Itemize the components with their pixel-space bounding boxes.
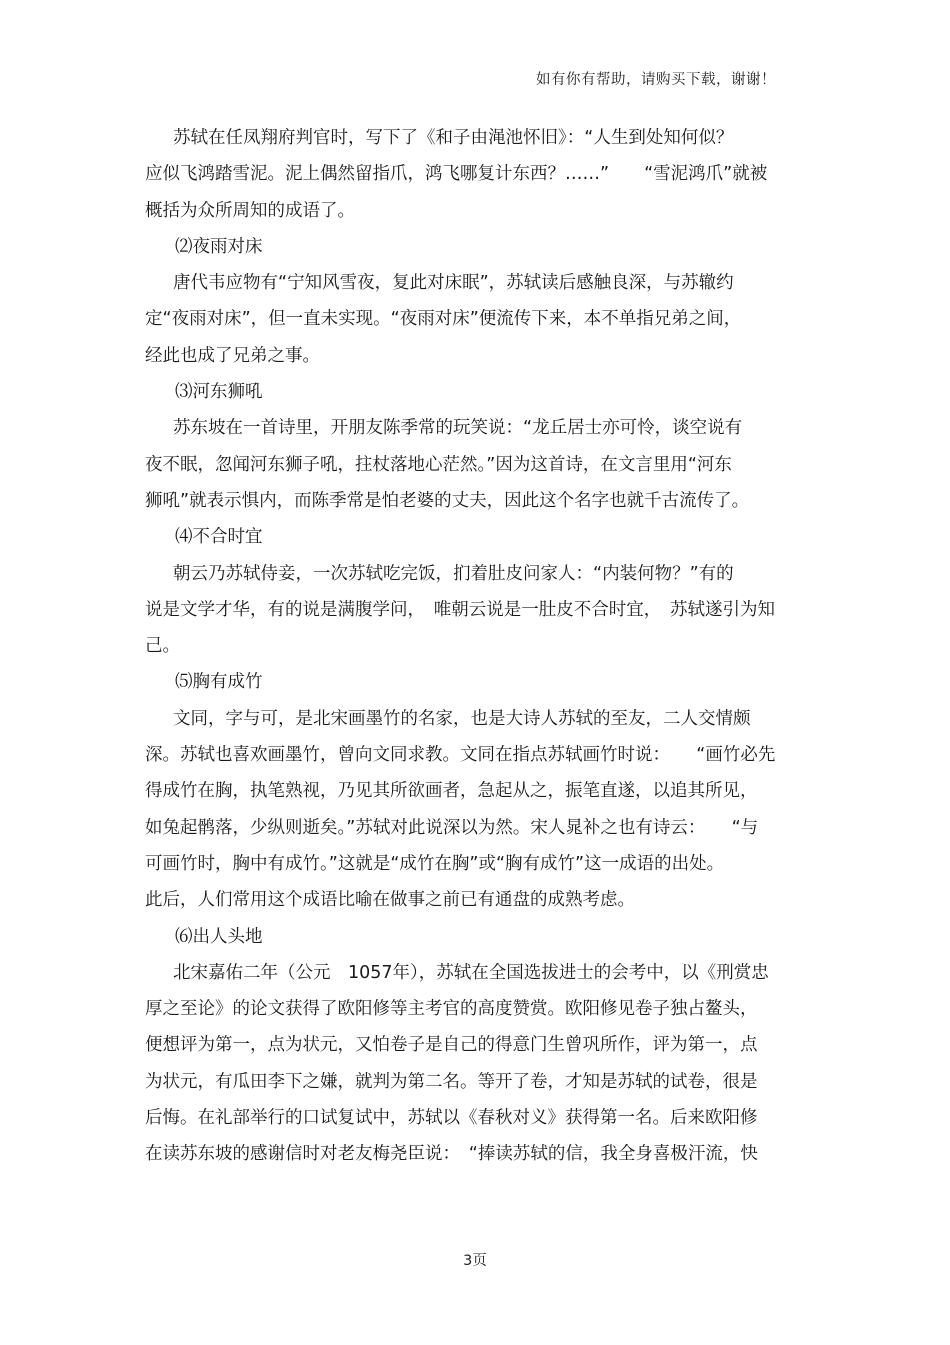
text-line: 朝云乃苏轼侍妾，一次苏轼吃完饭，扪着肚皮问家人：“内装何物？”有的 [173,563,734,584]
text-line: 苏轼在任凤翔府判官时，写下了《和子由渑池怀旧》：“人生到处知何似？ [173,128,734,148]
text-line: 可画竹时，胸中有成竹。”这就是“成竹在胸”或“胸有成竹”这一成语的出处。 [145,853,725,874]
document-body [145,120,807,1173]
section-heading: ⑵夜雨对床 [175,236,263,257]
text-line: 得成竹在胸，执笔熟视，乃见其所欲画者，急起从之，振笔直遂，以追其所见， [145,781,758,802]
text-line: 苏东坡在一首诗里，开朋友陈季常的玩笑说：“龙丘居士亦可怜，谈空说有 [173,418,743,439]
text-line: 后悔。在礼部举行的口试复试中，苏轼以《春秋对义》获得第一名。后来欧阳修 [145,1108,758,1129]
text-line: 厚之至论》的论文获得了欧阳修等主考官的高度赞赏。欧阳修见卷子独占鳌头， [145,999,758,1020]
page-number: 3页 [463,1253,487,1269]
section-heading: ⑹出人头地 [175,926,263,947]
text-line: 便想评为第一，点为状元，又怕卷子是自己的得意门生曾巩所作，评为第一，点 [145,1035,758,1056]
text-line: 应似飞鸿踏雪泥。泥上偶然留指爪，鸿飞哪复计东西？……” “雪泥鸿爪”就被 [145,164,768,185]
text-line: 己。 [145,636,180,657]
download-note: 如有你有帮助，请购买下载，谢谢！ [536,72,776,88]
text-line: 北宋嘉佑二年（公元 1057年），苏轼在全国选拔进士的会考中，以《刑赏忠 [173,962,769,983]
text-line: 深。苏轼也喜欢画墨竹，曾向文同求教。文同在指点苏轼画竹时说： “画竹必先 [145,745,776,766]
text-line: 狮吼”就表示惧内，而陈季常是怕老婆的丈夫，因此这个名字也就千古流传了。 [145,490,750,511]
text-line: 为状元，有瓜田李下之嫌，就判为第二名。等开了卷，才知是苏轼的试卷，很是 [145,1071,758,1092]
section-heading: ⑷不合时宜 [175,527,263,548]
section-heading: ⑶河东狮吼 [175,382,263,403]
text-line: 经此也成了兄弟之事。 [145,345,320,366]
text-line: 定“夜雨对床”，但一直未实现。“夜雨对床”便流传下来，本不单指兄弟之间， [145,309,742,330]
section-heading: ⑸胸有成竹 [175,672,263,693]
text-line: 在读苏东坡的感谢信时对老友梅尧臣说： “捧读苏轼的信，我全身喜极汗流，快 [145,1144,758,1165]
text-line: 唐代韦应物有“宁知风雪夜，复此对床眠”，苏轼读后感触良深，与苏辙约 [173,273,734,294]
text-line: 文同，字与可，是北宋画墨竹的名家，也是大诗人苏轼的至友，二人交情颇 [173,708,751,729]
text-line: 如兔起鹘落，少纵则逝矣。”苏轼对此说深以为然。宋人晁补之也有诗云： “与 [145,817,759,838]
text-line: 说是文学才华，有的说是满腹学问， 唯朝云说是一肚皮不合时宜， 苏轼遂引为知 [145,599,775,620]
text-line: 夜不眠，忽闻河东狮子吼，拄杖落地心茫然。”因为这首诗，在文言里用“河东 [145,454,732,475]
text-line: 概括为众所周知的成语了。 [145,200,355,221]
text-line: 此后，人们常用这个成语比喻在做事之前已有通盘的成熟考虑。 [145,890,635,911]
